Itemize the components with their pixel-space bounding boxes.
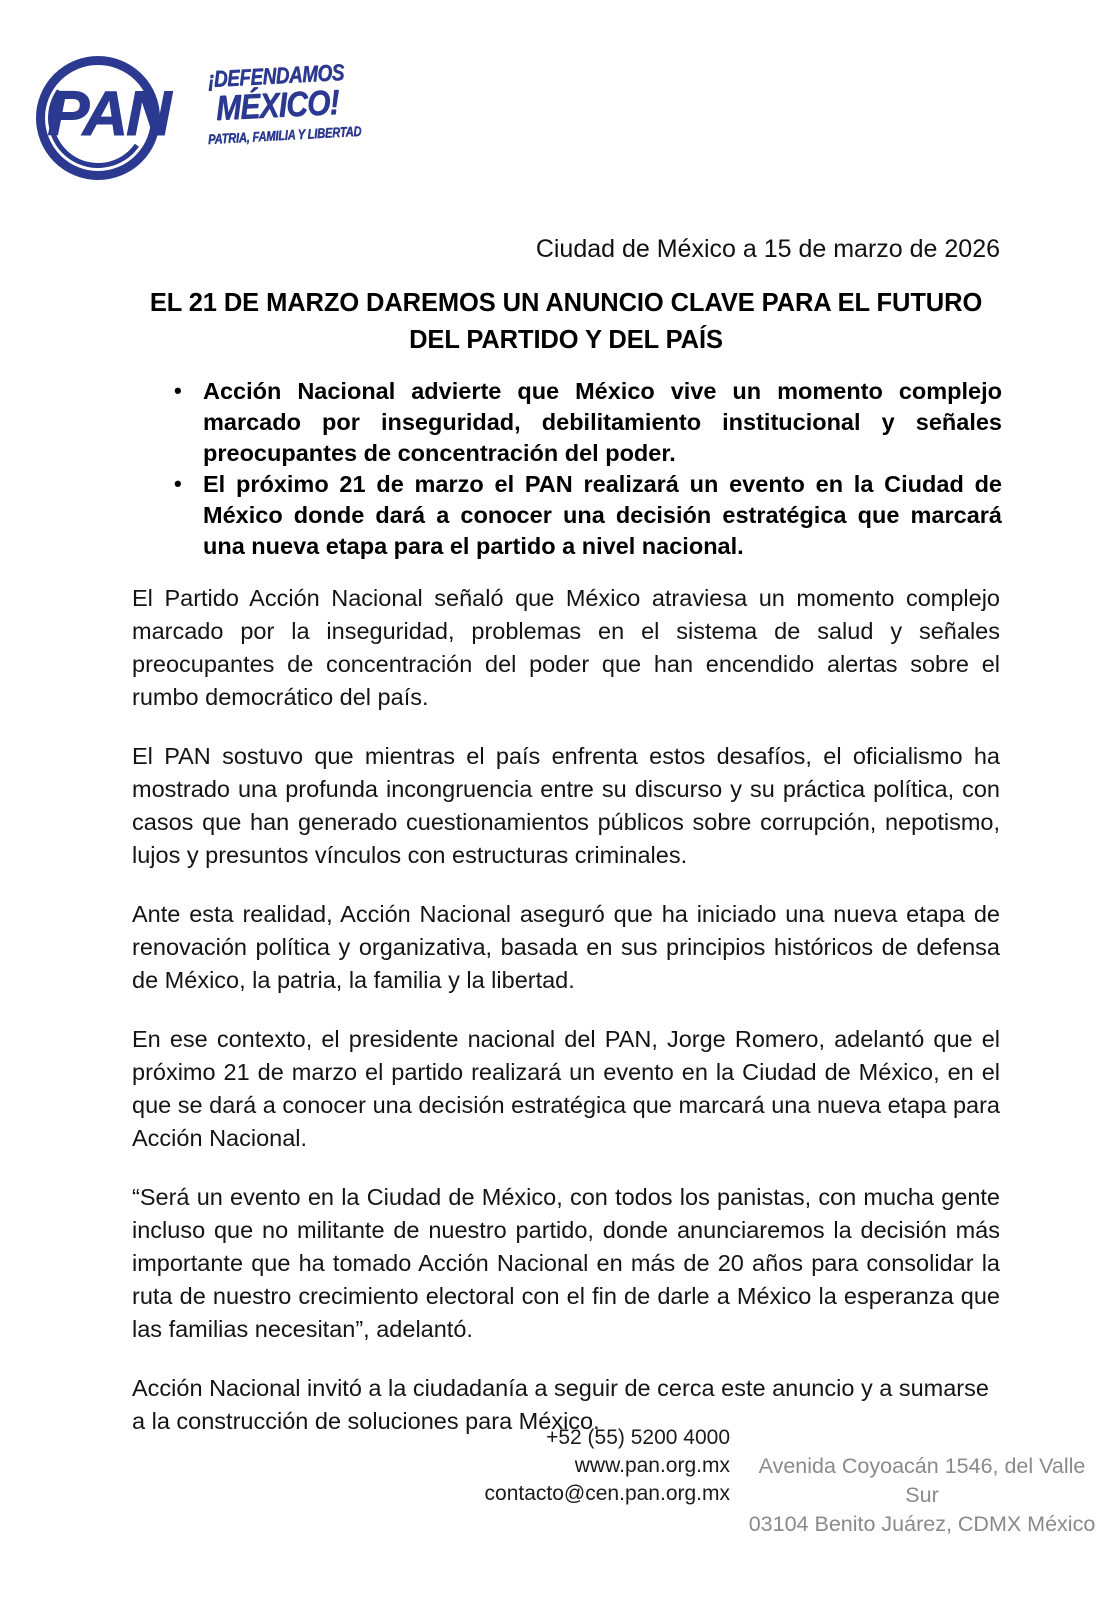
list-item-text: Acción Nacional advierte que México vive un momento complejo marcado por inseguridad, debilitamiento institucional y señales preocupantes de concentración del poder. <box>203 378 1002 466</box>
footer-address-line-1: Avenida Coyoacán 1546, del Valle Sur <box>758 1454 1086 1507</box>
body-paragraph: En ese contexto, el presidente nacional del PAN, Jorge Romero, adelantó que el próximo 21 de marzo el partido realizará un evento en la Ciudad de México, en el que se dará a conocer una decisión estratégica que marcará una nueva etapa para Acción Nacional. <box>132 1026 1000 1151</box>
body-paragraph: Ante esta realidad, Acción Nacional aseguró que ha iniciado una nueva etapa de renovación política y organizativa, basada en sus principios históricos de defensa de México, la patria, la familia y la libertad. <box>132 901 1000 993</box>
dateline: Ciudad de México a 15 de marzo de 2026 <box>535 235 1000 263</box>
slogan-line-3: PATRIA, FAMILIA Y LIBERTAD <box>207 122 362 147</box>
body-paragraph: El PAN sostuvo que mientras el país enfrenta estos desafíos, el oficialismo ha mostrado una profunda incongruencia entre su discurso y su práctica política, con casos que han generado cuestionamientos públicos sobre corrupción, nepotismo, lujos y presuntos vínculos con estructuras criminales. <box>132 743 1000 868</box>
body-paragraph: El Partido Acción Nacional señaló que México atraviesa un momento complejo marcado por la inseguridad, problemas en el sistema de salud y señales preocupantes de concentración del poder que han encendido alertas sobre el rumbo democrático del país. <box>132 585 1000 710</box>
document-footer <box>0 1424 1120 1544</box>
pan-logo-text: PAN <box>47 79 170 149</box>
footer-website[interactable]: www.pan.org.mx <box>574 1454 730 1477</box>
slogan-line-2: MÉXICO! <box>215 82 340 128</box>
key-points-list <box>170 376 1002 562</box>
pan-logo <box>26 52 191 184</box>
footer-email[interactable]: contacto@cen.pan.org.mx <box>484 1482 730 1505</box>
footer-phone: +52 (55) 5200 4000 <box>546 1426 730 1449</box>
footer-address-line-2: 03104 Benito Juárez, CDMX México <box>748 1512 1096 1536</box>
list-item <box>170 376 1002 469</box>
footer-contact-block <box>300 1424 730 1508</box>
body-paragraph-quote: “Será un evento en la Ciudad de México, con todos los panistas, con mucha gente incluso que no militante de nuestro partido, donde anunciaremos la decisión más importante que ha tomado Acción Nacional en más de 20 años para consolidar la ruta de nuestro crecimiento electoral con el fin de darle a México la esperanza que las familias necesitan”, adelantó. <box>132 1184 1000 1342</box>
document-body <box>132 582 1000 1438</box>
body-paragraph: Acción Nacional invitó a la ciudadanía a seguir de cerca este anuncio y a sumarse a la construcción de soluciones para México. <box>132 1375 989 1434</box>
page-title: EL 21 DE MARZO DAREMOS UN ANUNCIO CLAVE PARA EL FUTURO DEL PARTIDO Y DEL PAÍS <box>149 289 983 354</box>
slogan-line-1: ¡DEFENDAMOS <box>207 58 345 92</box>
footer-address-block <box>742 1452 1102 1539</box>
list-item <box>170 469 1002 562</box>
list-item-text: El próximo 21 de marzo el PAN realizará un evento en la Ciudad de México donde dará a conocer una decisión estratégica que marcará una nueva etapa para el partido a nivel nacional. <box>203 471 1002 559</box>
campaign-slogan <box>207 58 393 178</box>
document-header <box>18 44 398 194</box>
